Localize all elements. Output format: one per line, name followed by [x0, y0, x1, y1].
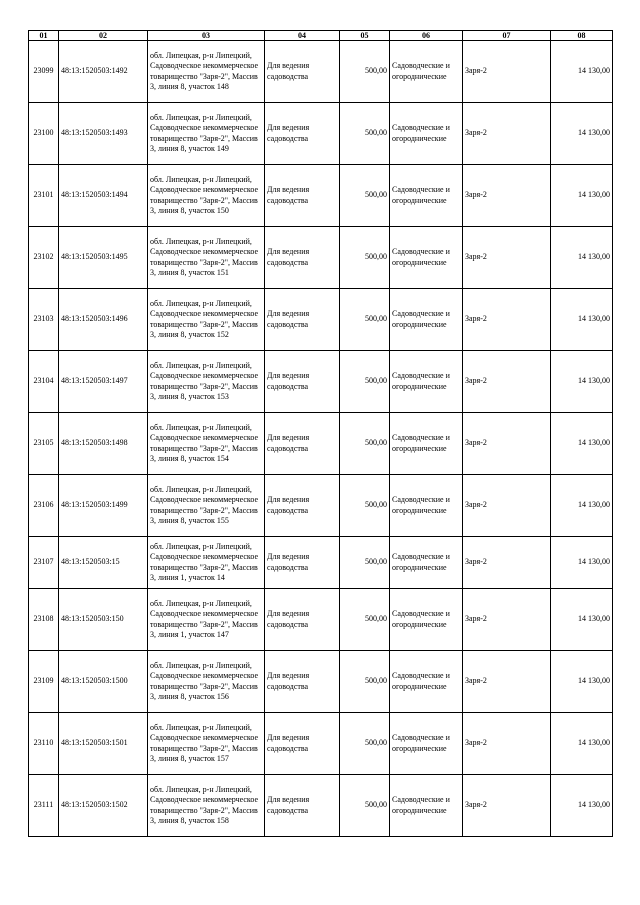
- cadastral-number: 48:13:1520503:1492: [59, 41, 148, 103]
- address: обл. Липецкая, р-н Липецкий, Садоводческое некоммерческое товарищество "Заря-2", Массив 3, линия 8, участок 154: [148, 413, 265, 475]
- area: 500,00: [340, 41, 390, 103]
- address: обл. Липецкая, р-н Липецкий, Садоводческое некоммерческое товарищество "Заря-2", Массив 3, линия 8, участок 157: [148, 713, 265, 775]
- permitted-use: Для ведения садоводства: [265, 713, 340, 775]
- association-name: Заря-2: [463, 713, 551, 775]
- address: обл. Липецкая, р-н Липецкий, Садоводческое некоммерческое товарищество "Заря-2", Массив 3, линия 8, участок 156: [148, 651, 265, 713]
- cadastral-number: 48:13:1520503:1500: [59, 651, 148, 713]
- cadastral-value: 14 130,00: [551, 165, 613, 227]
- table-row: [29, 289, 613, 351]
- cadastral-value: 14 130,00: [551, 775, 613, 837]
- association-name: Заря-2: [463, 589, 551, 651]
- address: обл. Липецкая, р-н Липецкий, Садоводческое некоммерческое товарищество "Заря-2", Массив 3, линия 8, участок 151: [148, 227, 265, 289]
- association-name: Заря-2: [463, 413, 551, 475]
- land-category: Садоводческие и огороднические: [390, 227, 463, 289]
- permitted-use: Для ведения садоводства: [265, 775, 340, 837]
- address: обл. Липецкая, р-н Липецкий, Садоводческое некоммерческое товарищество "Заря-2", Массив 3, линия 1, участок 14: [148, 537, 265, 589]
- row-number: 23107: [29, 537, 59, 589]
- col-header-04: 04: [265, 31, 340, 41]
- col-header-01: 01: [29, 31, 59, 41]
- permitted-use: Для ведения садоводства: [265, 103, 340, 165]
- address: обл. Липецкая, р-н Липецкий, Садоводческое некоммерческое товарищество "Заря-2", Массив 3, линия 8, участок 150: [148, 165, 265, 227]
- row-number: 23111: [29, 775, 59, 837]
- land-category: Садоводческие и огороднические: [390, 165, 463, 227]
- table-row: [29, 413, 613, 475]
- permitted-use: Для ведения садоводства: [265, 413, 340, 475]
- table-row: [29, 589, 613, 651]
- association-name: Заря-2: [463, 289, 551, 351]
- col-header-05: 05: [340, 31, 390, 41]
- area: 500,00: [340, 165, 390, 227]
- permitted-use: Для ведения садоводства: [265, 289, 340, 351]
- area: 500,00: [340, 537, 390, 589]
- permitted-use: Для ведения садоводства: [265, 589, 340, 651]
- row-number: 23105: [29, 413, 59, 475]
- address: обл. Липецкая, р-н Липецкий, Садоводческое некоммерческое товарищество "Заря-2", Массив 3, линия 8, участок 148: [148, 41, 265, 103]
- area: 500,00: [340, 289, 390, 351]
- area: 500,00: [340, 713, 390, 775]
- permitted-use: Для ведения садоводства: [265, 351, 340, 413]
- col-header-08: 08: [551, 31, 613, 41]
- table-row: [29, 227, 613, 289]
- address: обл. Липецкая, р-н Липецкий, Садоводческое некоммерческое товарищество "Заря-2", Массив 3, линия 8, участок 158: [148, 775, 265, 837]
- col-header-02: 02: [59, 31, 148, 41]
- land-category: Садоводческие и огороднические: [390, 103, 463, 165]
- cadastral-number: 48:13:1520503:1497: [59, 351, 148, 413]
- area: 500,00: [340, 651, 390, 713]
- cadastral-value: 14 130,00: [551, 351, 613, 413]
- association-name: Заря-2: [463, 475, 551, 537]
- land-category: Садоводческие и огороднические: [390, 475, 463, 537]
- area: 500,00: [340, 413, 390, 475]
- row-number: 23110: [29, 713, 59, 775]
- row-number: 23101: [29, 165, 59, 227]
- permitted-use: Для ведения садоводства: [265, 41, 340, 103]
- area: 500,00: [340, 775, 390, 837]
- row-number: 23106: [29, 475, 59, 537]
- cadastral-value: 14 130,00: [551, 413, 613, 475]
- permitted-use: Для ведения садоводства: [265, 537, 340, 589]
- row-number: 23102: [29, 227, 59, 289]
- table-row: [29, 775, 613, 837]
- address: обл. Липецкая, р-н Липецкий, Садоводческое некоммерческое товарищество "Заря-2", Массив 3, линия 8, участок 155: [148, 475, 265, 537]
- col-header-06: 06: [390, 31, 463, 41]
- cadastral-value: 14 130,00: [551, 537, 613, 589]
- land-category: Садоводческие и огороднические: [390, 589, 463, 651]
- table-row: [29, 537, 613, 589]
- cadastral-value: 14 130,00: [551, 41, 613, 103]
- land-category: Садоводческие и огороднические: [390, 713, 463, 775]
- area: 500,00: [340, 351, 390, 413]
- cadastral-number: 48:13:1520503:1499: [59, 475, 148, 537]
- permitted-use: Для ведения садоводства: [265, 165, 340, 227]
- cadastral-number: 48:13:1520503:150: [59, 589, 148, 651]
- area: 500,00: [340, 589, 390, 651]
- land-registry-table: [28, 30, 613, 837]
- table-header-row: [29, 31, 613, 41]
- permitted-use: Для ведения садоводства: [265, 227, 340, 289]
- table-row: [29, 713, 613, 775]
- cadastral-value: 14 130,00: [551, 651, 613, 713]
- cadastral-number: 48:13:1520503:1501: [59, 713, 148, 775]
- land-category: Садоводческие и огороднические: [390, 41, 463, 103]
- land-category: Садоводческие и огороднические: [390, 651, 463, 713]
- cadastral-number: 48:13:1520503:1502: [59, 775, 148, 837]
- address: обл. Липецкая, р-н Липецкий, Садоводческое некоммерческое товарищество "Заря-2", Массив 3, линия 8, участок 149: [148, 103, 265, 165]
- table-row: [29, 475, 613, 537]
- address: обл. Липецкая, р-н Липецкий, Садоводческое некоммерческое товарищество "Заря-2", Массив 3, линия 8, участок 152: [148, 289, 265, 351]
- cadastral-value: 14 130,00: [551, 589, 613, 651]
- address: обл. Липецкая, р-н Липецкий, Садоводческое некоммерческое товарищество "Заря-2", Массив 3, линия 8, участок 153: [148, 351, 265, 413]
- col-header-03: 03: [148, 31, 265, 41]
- cadastral-value: 14 130,00: [551, 475, 613, 537]
- land-category: Садоводческие и огороднические: [390, 351, 463, 413]
- cadastral-value: 14 130,00: [551, 289, 613, 351]
- association-name: Заря-2: [463, 103, 551, 165]
- land-category: Садоводческие и огороднические: [390, 289, 463, 351]
- row-number: 23108: [29, 589, 59, 651]
- association-name: Заря-2: [463, 41, 551, 103]
- cadastral-value: 14 130,00: [551, 713, 613, 775]
- association-name: Заря-2: [463, 537, 551, 589]
- cadastral-number: 48:13:1520503:15: [59, 537, 148, 589]
- cadastral-value: 14 130,00: [551, 227, 613, 289]
- cadastral-number: 48:13:1520503:1495: [59, 227, 148, 289]
- col-header-07: 07: [463, 31, 551, 41]
- table-row: [29, 103, 613, 165]
- row-number: 23103: [29, 289, 59, 351]
- association-name: Заря-2: [463, 227, 551, 289]
- association-name: Заря-2: [463, 351, 551, 413]
- association-name: Заря-2: [463, 775, 551, 837]
- table-row: [29, 351, 613, 413]
- land-category: Садоводческие и огороднические: [390, 775, 463, 837]
- permitted-use: Для ведения садоводства: [265, 475, 340, 537]
- area: 500,00: [340, 227, 390, 289]
- permitted-use: Для ведения садоводства: [265, 651, 340, 713]
- land-category: Садоводческие и огороднические: [390, 413, 463, 475]
- area: 500,00: [340, 475, 390, 537]
- association-name: Заря-2: [463, 651, 551, 713]
- table-row: [29, 165, 613, 227]
- cadastral-value: 14 130,00: [551, 103, 613, 165]
- table-row: [29, 41, 613, 103]
- land-category: Садоводческие и огороднические: [390, 537, 463, 589]
- address: обл. Липецкая, р-н Липецкий, Садоводческое некоммерческое товарищество "Заря-2", Массив 3, линия 1, участок 147: [148, 589, 265, 651]
- row-number: 23109: [29, 651, 59, 713]
- area: 500,00: [340, 103, 390, 165]
- cadastral-number: 48:13:1520503:1494: [59, 165, 148, 227]
- cadastral-number: 48:13:1520503:1498: [59, 413, 148, 475]
- cadastral-number: 48:13:1520503:1493: [59, 103, 148, 165]
- row-number: 23099: [29, 41, 59, 103]
- table-row: [29, 651, 613, 713]
- association-name: Заря-2: [463, 165, 551, 227]
- cadastral-number: 48:13:1520503:1496: [59, 289, 148, 351]
- row-number: 23104: [29, 351, 59, 413]
- row-number: 23100: [29, 103, 59, 165]
